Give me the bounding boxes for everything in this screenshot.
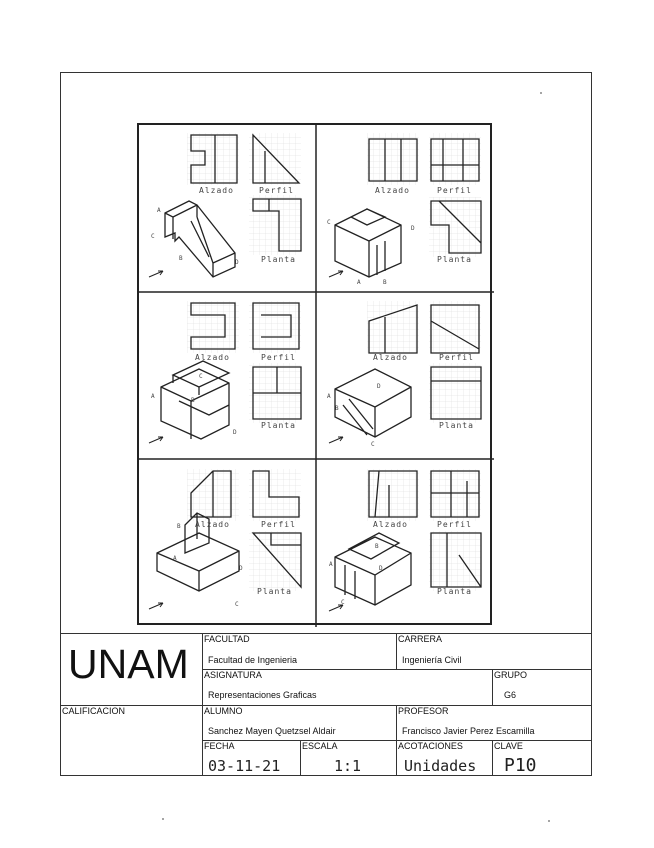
facultad-label: FACULTAD — [204, 634, 250, 644]
point-a-3: A — [151, 393, 156, 400]
asignatura-label: ASIGNATURA — [204, 670, 262, 680]
point-b-5: B — [177, 523, 182, 530]
point-a-1: A — [157, 207, 162, 214]
label-perfil-4: Perfil — [439, 353, 474, 362]
label-perfil-6: Perfil — [437, 520, 472, 529]
label-planta-6: Planta — [437, 587, 472, 596]
scan-speck — [548, 820, 550, 822]
facultad-value: Facultad de Ingenieria — [208, 655, 298, 665]
grupo-value: G6 — [504, 690, 517, 700]
carrera-value: Ingeniería Civil — [402, 655, 462, 665]
fecha-value: 03-11-21 — [208, 757, 281, 775]
point-c-2: C — [327, 219, 332, 226]
point-a-5: A — [173, 555, 178, 562]
point-d-5: D — [239, 565, 244, 572]
tb-vline-grupo — [492, 669, 493, 705]
point-d-6: D — [379, 565, 384, 572]
tb-top-line — [60, 633, 592, 634]
escala-label: ESCALA — [302, 741, 338, 751]
clave-value: P10 — [504, 755, 537, 776]
point-c-4: C — [371, 441, 376, 448]
label-alzado-5: Alzado — [195, 520, 230, 529]
carrera-label: CARRERA — [398, 634, 443, 644]
label-alzado-6: Alzado — [373, 520, 408, 529]
label-planta-4: Planta — [439, 421, 474, 430]
tb-vline-escala — [300, 740, 301, 776]
point-a-2: A — [357, 279, 362, 286]
tb-hline-3 — [202, 740, 592, 741]
label-planta-5: Planta — [257, 587, 292, 596]
point-b-2: B — [383, 279, 388, 286]
point-b-4: B — [335, 405, 340, 412]
label-planta-1: Planta — [261, 255, 296, 264]
label-perfil-1: Perfil — [259, 186, 294, 195]
profesor-label: PROFESOR — [398, 706, 449, 716]
drawing-frame — [137, 123, 492, 625]
point-b-3: B — [191, 397, 196, 404]
point-a-6: A — [329, 561, 334, 568]
grupo-label: GRUPO — [494, 670, 528, 680]
escala-value: 1:1 — [334, 757, 362, 775]
fecha-label: FECHA — [204, 741, 235, 751]
tb-vline-carrera — [396, 633, 397, 669]
alumno-label: ALUMNO — [204, 706, 243, 716]
exercises-drawing — [139, 125, 494, 627]
point-c-1: C — [151, 233, 156, 240]
point-d-4: D — [377, 383, 382, 390]
asignatura-value: Representaciones Graficas — [208, 690, 317, 700]
label-alzado-1: Alzado — [199, 186, 234, 195]
point-d-2: D — [411, 225, 416, 232]
label-alzado-4: Alzado — [373, 353, 408, 362]
point-c-5: C — [235, 601, 240, 608]
label-perfil-2: Perfil — [437, 186, 472, 195]
label-alzado-3: Alzado — [195, 353, 230, 362]
label-perfil-5: Perfil — [261, 520, 296, 529]
tb-vline-clave — [492, 740, 493, 776]
point-d-1: D — [235, 259, 240, 266]
tb-hline-2 — [60, 705, 592, 706]
acotaciones-label: ACOTACIONES — [398, 741, 463, 751]
calificacion-label: CALIFICACION — [62, 706, 126, 716]
label-alzado-2: Alzado — [375, 186, 410, 195]
label-planta-3: Planta — [261, 421, 296, 430]
acotaciones-value: Unidades — [404, 757, 477, 775]
clave-label: CLAVE — [494, 741, 523, 751]
profesor-value: Francisco Javier Perez Escamilla — [402, 726, 535, 736]
label-perfil-3: Perfil — [261, 353, 296, 362]
label-planta-2: Planta — [437, 255, 472, 264]
scan-speck — [540, 92, 542, 94]
unam-logo: UNAM — [68, 641, 189, 687]
alumno-value: Sanchez Mayen Quetzsel Aldair — [208, 726, 336, 736]
scan-speck — [162, 818, 164, 820]
point-b-6: B — [375, 543, 380, 550]
point-a-4: A — [327, 393, 332, 400]
point-d-3: D — [233, 429, 238, 436]
point-b-1: B — [179, 255, 184, 262]
point-c-3: C — [199, 373, 204, 380]
point-c-6: C — [341, 599, 346, 606]
